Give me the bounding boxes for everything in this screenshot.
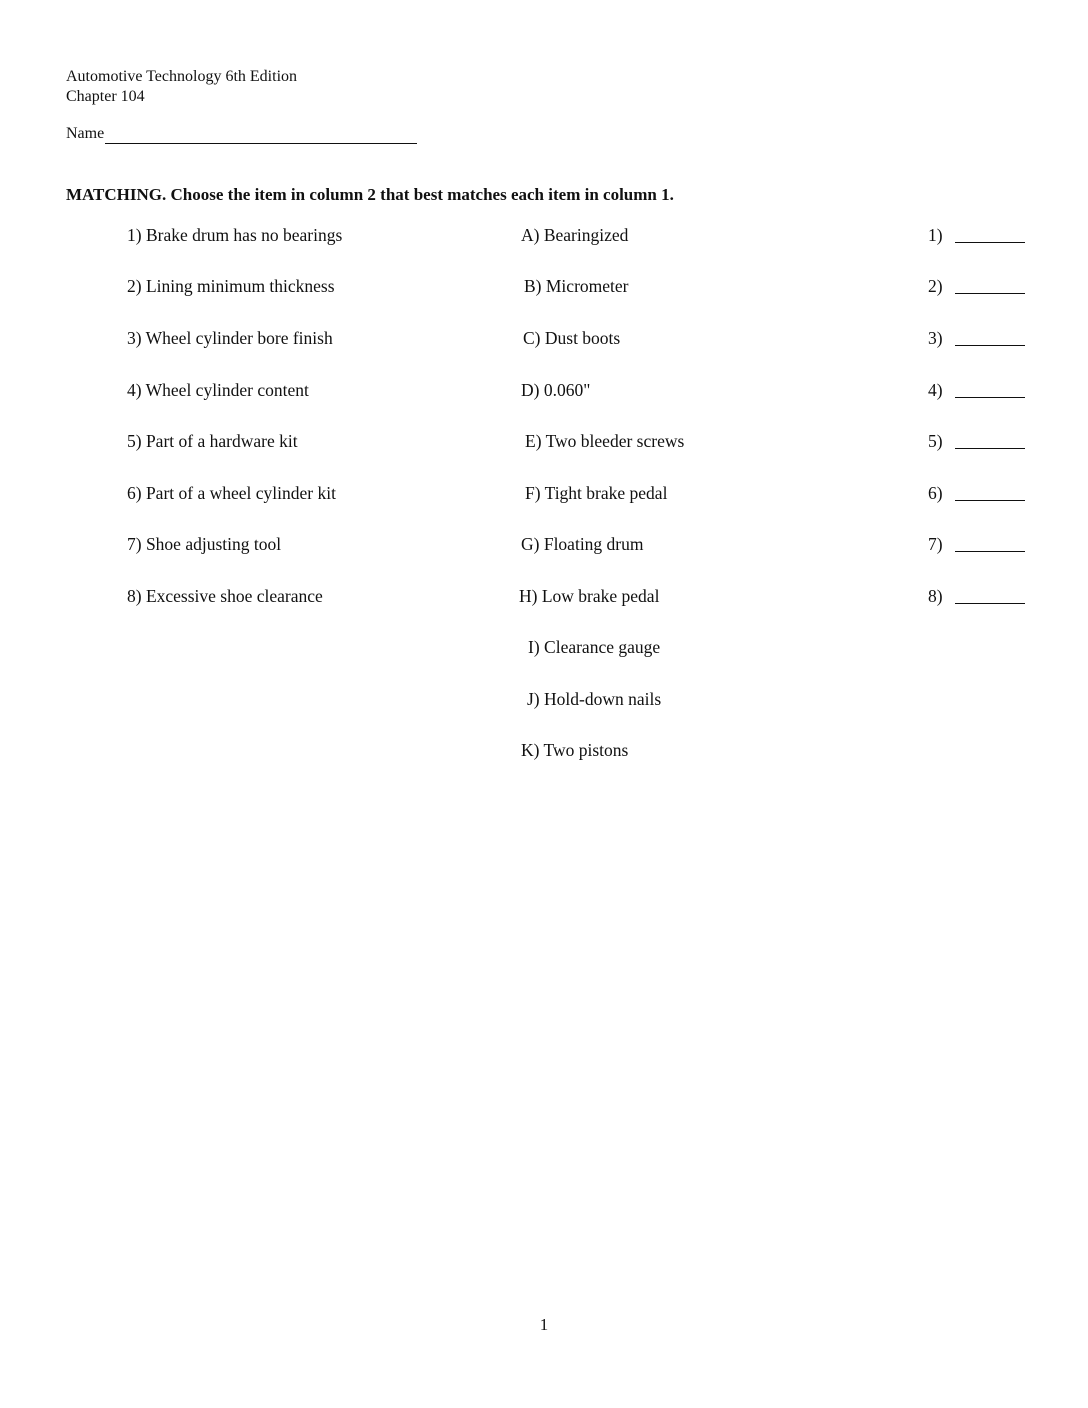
- option-text: G) Floating drum: [521, 534, 644, 554]
- option-text: H) Low brake pedal: [519, 586, 660, 606]
- instructions: MATCHING. Choose the item in column 2 that best matches each item in column 1.: [66, 185, 674, 204]
- page-number: 1: [539, 1315, 549, 1334]
- question-text: 8) Excessive shoe clearance: [127, 586, 323, 606]
- answer-number: 5): [928, 431, 943, 451]
- answer-blank[interactable]: [955, 500, 1025, 501]
- chapter-label: Chapter 104: [66, 88, 145, 105]
- answer-number: 3): [928, 328, 943, 348]
- matching-row: [0, 378, 1088, 402]
- option-text: B) Micrometer: [524, 276, 629, 296]
- answer-number: 1): [928, 225, 943, 245]
- question-text: 5) Part of a hardware kit: [127, 431, 298, 451]
- matching-row: [0, 326, 1088, 350]
- option-text: F) Tight brake pedal: [525, 483, 668, 503]
- answer-number: 4): [928, 380, 943, 400]
- option-text: I) Clearance gauge: [528, 637, 661, 657]
- answer-blank[interactable]: [955, 448, 1025, 449]
- option-text: K) Two pistons: [521, 740, 629, 760]
- name-label: Name: [66, 125, 105, 142]
- matching-row: [0, 584, 1088, 608]
- question-text: 3) Wheel cylinder bore finish: [127, 328, 333, 348]
- answer-blank[interactable]: [955, 345, 1025, 346]
- matching-row: [0, 635, 1088, 659]
- matching-row: [0, 532, 1088, 556]
- matching-row: [0, 738, 1088, 762]
- answer-number: 6): [928, 483, 943, 503]
- option-text: D) 0.060": [521, 380, 591, 400]
- matching-row: [0, 274, 1088, 298]
- question-text: 4) Wheel cylinder content: [127, 380, 309, 400]
- answer-blank[interactable]: [955, 293, 1025, 294]
- answer-blank[interactable]: [955, 397, 1025, 398]
- answer-blank[interactable]: [955, 551, 1025, 552]
- answer-number: 7): [928, 534, 943, 554]
- option-text: E) Two bleeder screws: [525, 431, 685, 451]
- question-text: 2) Lining minimum thickness: [127, 276, 335, 296]
- option-text: J) Hold-down nails: [527, 689, 662, 709]
- name-row: [66, 124, 417, 144]
- answer-number: 8): [928, 586, 943, 606]
- option-text: C) Dust boots: [523, 328, 621, 348]
- question-text: 6) Part of a wheel cylinder kit: [127, 483, 336, 503]
- question-text: 1) Brake drum has no bearings: [127, 225, 343, 245]
- matching-row: [0, 687, 1088, 711]
- matching-row: [0, 223, 1088, 247]
- answer-blank[interactable]: [955, 242, 1025, 243]
- book-title: Automotive Technology 6th Edition: [66, 68, 298, 85]
- answer-blank[interactable]: [955, 603, 1025, 604]
- matching-row: [0, 481, 1088, 505]
- question-text: 7) Shoe adjusting tool: [127, 534, 282, 554]
- option-text: A) Bearingized: [521, 225, 629, 245]
- name-field[interactable]: [105, 125, 417, 144]
- matching-row: [0, 429, 1088, 453]
- answer-number: 2): [928, 276, 943, 296]
